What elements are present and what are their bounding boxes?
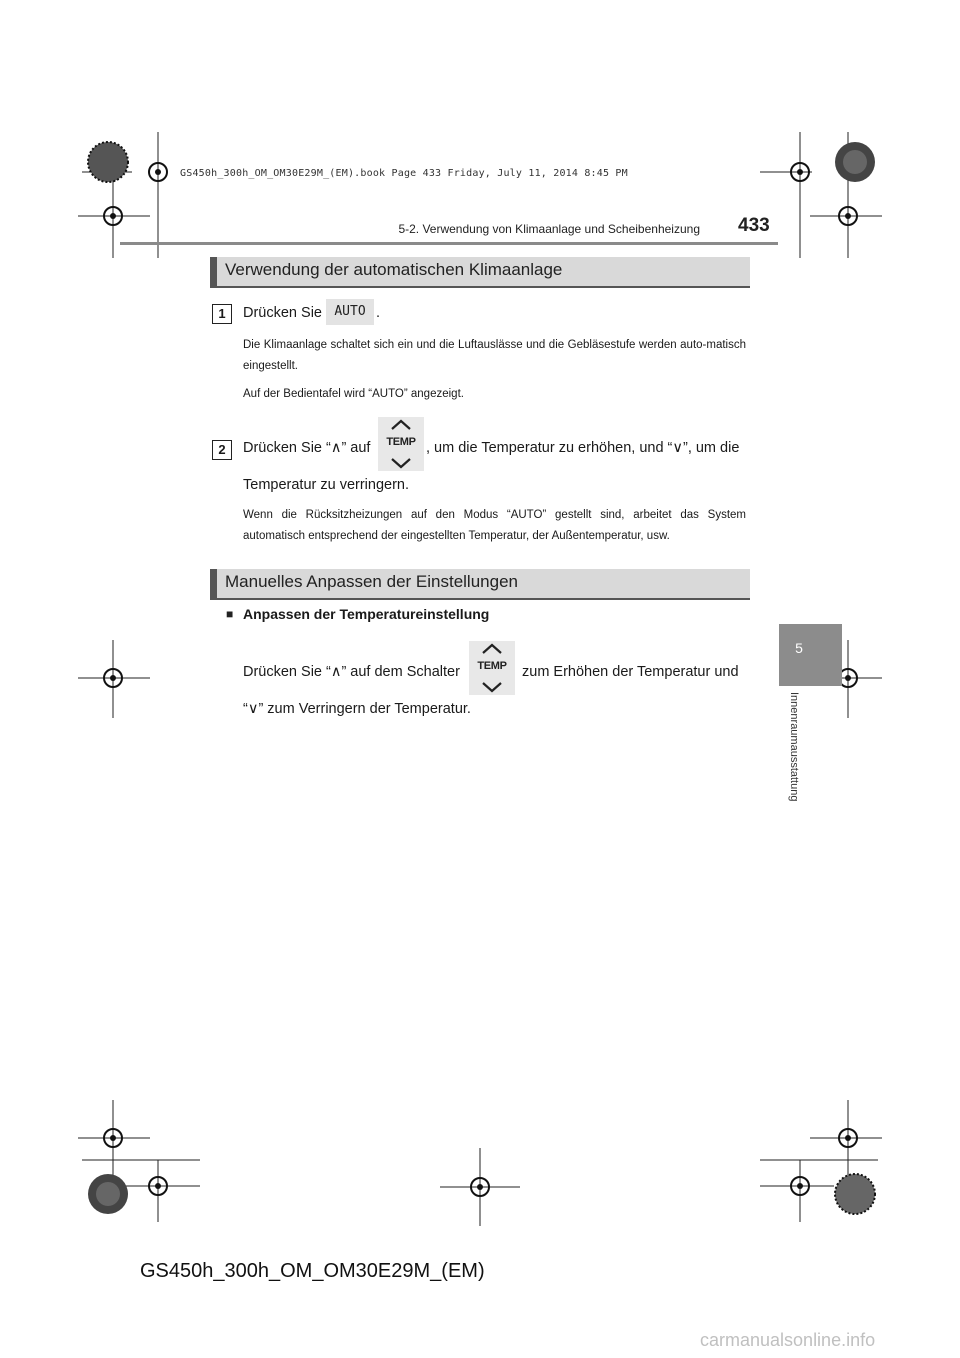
- section-heading-bar: [210, 569, 750, 600]
- header-rule: [120, 242, 778, 245]
- step-number-2: 2: [212, 440, 232, 460]
- manual-text-line2: “∨” zum Verringern der Temperatur.: [243, 701, 471, 717]
- book-file-info: GS450h_300h_OM_OM30E29M_(EM).book Page 433 Friday, July 11, 2014 8:45 PM: [180, 168, 628, 179]
- chapter-label: Innenraumausstattung: [788, 692, 800, 802]
- step-2-text-before: Drücken Sie “∧” auf: [243, 440, 371, 456]
- section-heading-bar: [210, 257, 750, 288]
- step-1-text: [243, 305, 322, 321]
- watermark: carmanualsonline.info: [700, 1330, 876, 1350]
- step-2-note: Wenn die Rücksitzheizungen auf den Modus “AUTO” gestellt sind, arbeitet das System automatisch entsprechend der eingestellten Temperatur, der Außentemperatur, usw.: [243, 509, 746, 542]
- step-1-note-2: Auf der Bedientafel wird “AUTO” angezeigt.: [243, 388, 464, 400]
- step-number-1: 1: [212, 304, 232, 324]
- step-1-note-1: Die Klimaanlage schaltet sich ein und die Luftauslässe und die Gebläsestufe werden auto-matisch eingestellt.: [243, 339, 746, 372]
- step-1-text-after: .: [376, 305, 381, 321]
- section-title: Manuelles Anpassen der Einstellungen: [225, 572, 518, 591]
- temp-button-icon: [378, 417, 424, 471]
- running-header-title: 5-2. Verwendung von Klimaanlage und Scheibenheizung: [398, 222, 700, 236]
- temp-button-label: TEMP: [477, 660, 507, 672]
- temp-button-icon: [469, 641, 515, 695]
- step-1-text-before: Drücken Sie: [243, 305, 322, 321]
- manual-text-before: Drücken Sie “∧” auf dem Schalter: [243, 664, 460, 680]
- bullet-square: ■: [226, 607, 234, 621]
- subheading: Anpassen der Temperatureinstellung: [243, 606, 490, 622]
- chapter-tab: [779, 624, 842, 686]
- temp-button-label: TEMP: [386, 436, 416, 448]
- manual-text-after: zum Erhöhen der Temperatur und: [522, 664, 739, 680]
- step-2-text-line2: Temperatur zu verringern.: [243, 477, 410, 493]
- step-2-text-after: , um die Temperatur zu erhöhen, und “∨”, um die: [426, 440, 740, 456]
- document-code: GS450h_300h_OM_OM30E29M_(EM): [140, 1260, 485, 1282]
- auto-button-icon: AUTO: [326, 299, 374, 325]
- section-title: Verwendung der automatischen Klimaanlage: [225, 260, 563, 279]
- page-number: 433: [738, 215, 770, 236]
- chapter-number: 5: [795, 640, 803, 656]
